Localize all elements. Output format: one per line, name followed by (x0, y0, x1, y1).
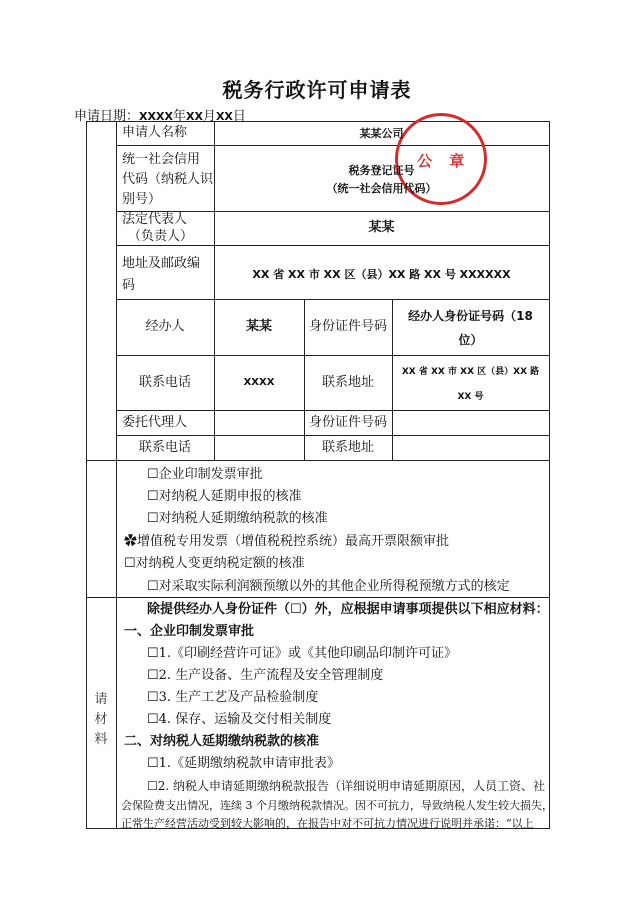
date-month: XX (185, 110, 203, 123)
legal-rep-value: 某某 (368, 220, 395, 235)
date-day-unit: 日 (232, 109, 246, 124)
agent-id-value-2: 位） (458, 333, 483, 347)
item-vat-invoice-limit[interactable]: ✿增值税专用发票（增值税税控系统）最高开票限额审批 (124, 534, 450, 549)
applicant-name-value: 某某公司 (359, 127, 404, 140)
agent-label: 经办人 (145, 319, 185, 334)
s1-item-2[interactable]: ☐2. 生产设备、生产流程及安全管理制度 (147, 668, 384, 683)
item-deferred-filing[interactable]: ☐对纳税人延期申报的核准 (147, 489, 302, 504)
contact-address-value-2: XX 号 (457, 392, 484, 402)
agent-value: 某某 (245, 319, 272, 334)
legal-rep-label-2: （负责人） (128, 229, 194, 244)
item-income-tax-prepay[interactable]: ☐对采取实际利润额预缴以外的其他企业所得税预缴方式的核定 (147, 579, 510, 594)
date-label: 申请日期： (74, 109, 140, 124)
proxy-label: 委托代理人 (122, 415, 188, 430)
credit-code-label-2: 代码（纳税人识 (122, 172, 214, 187)
s1-item-1[interactable]: ☐1.《印刷经营许可证》或《其他印刷品印制许可证》 (147, 646, 458, 661)
contact-address-label: 联系地址 (321, 375, 374, 390)
credit-code-label-3: 别号） (122, 192, 162, 207)
address-label-1: 地址及邮政编 (122, 256, 201, 271)
applicant-name-label: 申请人名称 (122, 125, 188, 140)
agent-id-value-1: 经办人身份证号码（18 (408, 309, 533, 323)
materials-intro: 除提供经办人身份证件（☐）外，应根据申请事项提供以下相应材料： (147, 602, 549, 617)
item-quota-change[interactable]: ☐对纳税人变更纳税定额的核准 (124, 556, 305, 571)
credit-code-value-2: （统一社会信用代码） (326, 182, 437, 195)
proxy-phone-label: 联系电话 (138, 440, 191, 455)
section-2-heading: 二、对纳税人延期缴纳税款的核准 (124, 734, 320, 749)
s2-item-2[interactable]: ☐2. 纳税人申请延期缴纳税款报告（详细说明申请延期原因，人员工资、社 (147, 779, 546, 793)
side-char-2: 材 (94, 712, 108, 727)
legal-rep-label-1: 法定代表人 (122, 212, 188, 227)
phone-value: XXXX (243, 377, 275, 388)
materials-side-label (92, 690, 110, 750)
seal-text: 公 章 (417, 152, 471, 170)
address-value: XX 省 XX 市 XX 区（县）XX 路 XX 号 XXXXXX (252, 268, 511, 281)
credit-code-label-1: 统一社会信用 (122, 152, 201, 167)
contact-address-value-1: XX 省 XX 市 XX 区（县）XX 路 (401, 367, 540, 377)
proxy-id-label: 身份证件号码 (308, 415, 387, 430)
agent-id-label: 身份证件号码 (308, 319, 387, 334)
address-label-2: 码 (122, 278, 136, 293)
s2-item-1[interactable]: ☐1.《延期缴纳税款申请审批表》 (147, 756, 341, 771)
credit-code-value-1: 税务登记证号 (348, 164, 415, 177)
s1-item-3[interactable]: ☐3. 生产工艺及产品检验制度 (147, 690, 319, 705)
proxy-address-label: 联系地址 (321, 440, 374, 455)
s2-item-2-cont-1: 会保险费支出情况，连续 3 个月缴纳税款情况。因不可抗力，导致纳税人发生较大损失， (121, 799, 553, 812)
side-char-1: 请 (94, 692, 108, 707)
date-year-unit: 年 (172, 109, 186, 124)
phone-label: 联系电话 (138, 375, 191, 390)
form-title: 税务行政许可申请表 (222, 78, 412, 102)
side-char-3: 料 (94, 732, 108, 747)
date-year: XXXX (139, 110, 173, 123)
item-deferred-payment[interactable]: ☐对纳税人延期缴纳税款的核准 (147, 511, 328, 526)
section-1-heading: 一、企业印制发票审批 (124, 624, 255, 639)
item-invoice-printing[interactable]: ☐企业印制发票审批 (147, 467, 263, 482)
s1-item-4[interactable]: ☐4. 保存、运输及交付相关制度 (147, 712, 332, 727)
s2-item-2-cont-2: 正常生产经营活动受到较大影响的，在报告中对不可抗力情况进行说明并承诺：“以上 (121, 817, 534, 830)
date-month-unit: 月 (202, 109, 216, 124)
date-day: XX (215, 110, 233, 123)
